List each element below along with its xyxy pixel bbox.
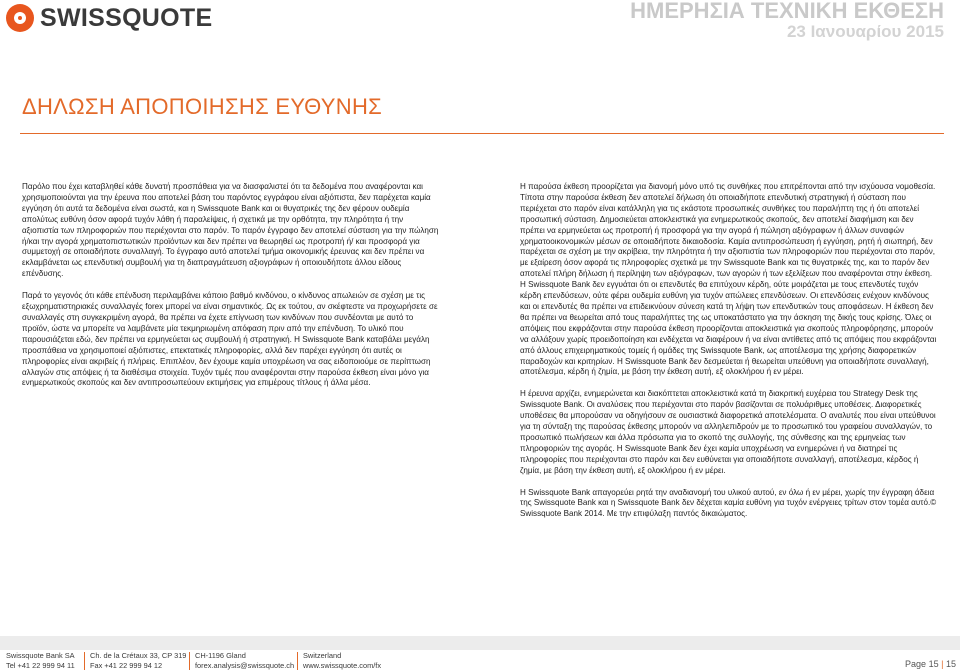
right-column xyxy=(520,182,938,531)
footer-website: www.swissquote.com/fx xyxy=(303,661,382,670)
footer-bar xyxy=(0,636,960,650)
footer-email: forex.analysis@swissquote.ch xyxy=(195,661,295,670)
footer-country-name: Switzerland xyxy=(303,651,342,660)
footer-country xyxy=(303,651,381,671)
page-total: 15 xyxy=(945,659,956,669)
left-paragraph-1: Παρόλο που έχει καταβληθεί κάθε δυνατή προσπάθεια για να διασφαλιστεί ότι τα δεδομένα που αναφέρονται και χρησιμοποιούνται για την έρευνα που αποτελεί βάση του παρόντος εγγράφου είναι αξιόπιστα, δεν παρέχεται καμία εγγύηση ότι αυτά τα δεδομένα είναι σωστά, και η Swissquote Bank και οι θυγατρικές της δεν φέρουν ουδεμία απολύτως ευθύνη όσον αφορά τυχόν λάθη ή παραλείψεις, ή σχετικά με την ορθότητα, την πληρότητα ή την αξιοπιστία των πληροφοριών που περιέχονται στο παρόν. Το παρόν έγγραφο δεν αποτελεί σύσταση για την πώληση ή/και την αγορά χρηματοπιστωτικών προϊόντων και δεν πρέπει να θεωρηθεί ως προτροπή ή/ και προσφορά για συμμετοχή σε οποιαδήποτε συναλλαγή. Το έγγραφο αυτό αποτελεί τμήμα οικονομικής έρευνας και δεν πρέπει να εκλαμβάνεται ως επενδυτική συμβουλή για τη διαπραγμάτευση αξιογράφων ή οποιουδήποτε άλλου είδους επένδυσης. xyxy=(22,182,439,279)
footer-separator xyxy=(84,652,85,670)
page-heading: ΔΗΛΩΣΗ ΑΠΟΠΟΙΗΣΗΣ ΕΥΘΥΝΗΣ xyxy=(22,94,383,119)
page-number-divider: | xyxy=(941,659,944,669)
logo-text: SWISSQUOTE xyxy=(40,4,213,32)
footer-separator xyxy=(189,652,190,670)
right-paragraph-2: Η έρευνα αρχίζει, ενημερώνεται και διακόπτεται αποκλειστικά κατά τη διακριτική ευχέρεια του Strategy Desk της Swissquote Bank. Οι αναλύσεις που περιέχονται στο παρόν βασίζονται σε πολυάριθμες υποθέσεις. Διαφορετικές υποθέσεις θα μπορούσαν να οδηγήσουν σε ουσιαστικά διαφορετικά αποτελέσματα. Ο αναλυτές που είναι υπεύθυνοι για τη σύνταξη της παρούσας έκθεσης μπορούν να αλληλεπιδρούν με το προσωπικό του γραφείου συναλλαγών, το προσωπικό πωλήσεων και άλλα πρόσωπα για το σκοπό της συλλογής, της σύνθεσης και της ερμηνείας των πληροφοριών της αγοράς. Η Swissquote Bank δεν έχει καμία υποχρέωση να ενημερώνει ή να διατηρεί τις πληροφορίες που περιέχονται στο παρόν και δεν ευθύνεται για οποιαδήποτε συναλλαγή, αποτέλεσμα, κέρδος ή ζημία, με βάση την έκθεση αυτή, εξ ολοκλήρου ή εν μέρει. xyxy=(520,389,936,475)
footer-separator xyxy=(297,652,298,670)
heading-divider xyxy=(20,133,944,134)
footer-company-name: Swissquote Bank SA xyxy=(6,651,75,660)
footer-fax: Fax +41 22 999 94 12 xyxy=(90,661,163,670)
footer-city xyxy=(195,651,294,671)
swissquote-logo-icon xyxy=(6,4,34,32)
footer-address xyxy=(90,651,186,671)
report-title: ΗΜΕΡΗΣΙΑ ΤΕΧΝΙΚΗ ΕΚΘΕΣΗ xyxy=(630,0,944,23)
footer-tel: Tel +41 22 999 94 11 xyxy=(6,661,75,670)
page-number xyxy=(905,659,956,669)
left-column xyxy=(22,182,440,400)
footer-company xyxy=(6,651,75,671)
report-date: 23 Ιανουαρίου 2015 xyxy=(786,22,944,41)
left-paragraph-2: Παρά το γεγονός ότι κάθε επένδυση περιλαμβάνει κάποιο βαθμό κινδύνου, ο κίνδυνος απωλειών σε σχέση με τις εξωχρηματιστηριακές συναλλαγές forex μπορεί να είναι σημαντικός. Ως εκ τούτου, αν σκέφτεστε να προχωρήσετε σε συναλλαγές στη συγκεκριμένη αγορά, θα πρέπει να έχετε επίγνωση των κινδύνων που συνδέονται με αυτό το προϊόν, ώστε να μπορείτε να λαμβάνετε μία τεκμηριωμένη απόφαση πριν από την επένδυση. Το υλικό που παρουσιάζεται εδώ, δεν πρέπει να ερμηνεύεται ως συμβουλή ή στρατηγική. Η Swissquote Bank καταβάλει μεγάλη προσπάθεια να χρησιμοποιεί αξιόπιστες, επεκτατικές πληροφορίες, αλλά δεν παρέχει εγγύηση ότι αυτές οι πληροφορίες είναι ακριβείς ή πλήρεις. Επιπλέον, δεν έχουμε καμία υποχρέωση να σας ειδοποιούμε σε περίπτωση αλλαγών στις απόψεις ή τα διαθέσιμα στοιχεία. Τυχόν τιμές που αναφέρονται στην παρούσα έκθεση είναι μόνο για ενημερωτικούς σκοπούς και δεν αντιπροσωπεύουν εκτιμήσεις για επιμέρους τίτλους ή άλλα μέσα. xyxy=(22,291,438,388)
swissquote-logo xyxy=(6,4,212,32)
right-paragraph-1: Η παρούσα έκθεση προορίζεται για διανομή μόνο υπό τις συνθήκες που επιτρέπονται από την ισχύουσα νομοθεσία. Τίποτα στην παρούσα έκθεση δεν αποτελεί δήλωση ότι οποιαδήποτε επενδυτική στρατηγική ή σύσταση που περιέχεται στο παρόν είναι κατάλληλη για τις εκάστοτε προσωπικές συνθήκες του παραλήπτη της ή ότι αποτελεί προσωπική σύσταση. Δημοσιεύεται αποκλειστικά για ενημερωτικούς σκοπούς, δεν αποτελεί διαφήμιση και δεν πρέπει να ερμηνεύεται ως προτροπή ή προσφορά για την αγορά ή πώληση αξιόγραφων ή άλλων συναφών χρηματοοικονομικών μέσων σε οποιαδήποτε δικαιοδοσία. Καμία αντιπροσώπευση ή εγγύηση, ρητή ή σιωπηρή, δεν παρέχεται σε σχέση με την ακρίβεια, την πληρότητα ή την αξιοπιστία των πληροφοριών που περιέχονται στο παρόν, με εξαίρεση όσον αφορά τις πληροφορίες σχετικά με την Swissquote Bank και τις θυγατρικές της, και το παρόν δεν αποτελεί πλήρη δήλωση ή περίληψη των αξιόγραφων, των αγορών ή των εξελίξεων που αναφέρονται στην έκθεση. Η Swissquote Bank δεν εγγυάται ότι οι επενδυτές θα επιτύχουν κέρδη, ούτε μοιράζεται με τους επενδυτές τυχόν κέρδη επενδύσεων, ούτε φέρει ουδεμία ευθύνη για τυχόν απώλειες επενδύσεων. Οι επενδύσεις ενέχουν κινδύνους και οι επενδυτές θα πρέπει να επιδεικνύουν σύνεση κατά τη λήψη των επενδυτικών τους αποφάσεων. Η έκθεση δεν θα πρέπει να θεωρείται από τους παραλήπτες της ως υποκατάστατο για την άσκηση της δικής τους κρίσης. Όλες οι απόψεις που εκφράζονται στην παρούσα έκθεση προορίζονται αποκλειστικά για σκοπούς πληροφόρησης, μπορούν να αλλάξουν χωρίς προειδοποίηση και ενδέχεται να διαφέρουν ή να είναι αντίθετες από τις απόψεις που εκφράζονται από άλλους επιχειρηματικούς τομείς ή ομάδες της Swissquote Bank, ως αποτέλεσμα της χρήσης διαφορετικών παραδοχών και κριτηρίων. Η Swissquote Bank δεν δεσμεύεται ή θεωρείται υπεύθυνη για οποιαδήποτε συναλλαγή, αποτέλεσμα, κέρδη ή ζημία, με βάση την έκθεση αυτή, εξ ολοκλήρου ή εν μέρει. xyxy=(520,182,937,377)
page-current: 15 xyxy=(928,659,939,669)
footer-street: Ch. de la Crétaux 33, CP 319 xyxy=(90,651,187,660)
right-paragraph-3: Η Swissquote Bank απαγορεύει ρητά την αναδιανομή του υλικού αυτού, εν όλω ή εν μέρει, χωρίς την έγγραφη άδεια της Swissquote Bank και η Swissquote Bank δεν δέχεται καμία ευθύνη για τυχόν ενέργειες τρίτων στον τομέα αυτό.© Swissquote Bank 2014. Με την επιφύλαξη παντός δικαιώματος. xyxy=(520,487,937,519)
page-label: Page xyxy=(905,659,927,669)
footer-postcode: CH-1196 Gland xyxy=(195,651,246,660)
